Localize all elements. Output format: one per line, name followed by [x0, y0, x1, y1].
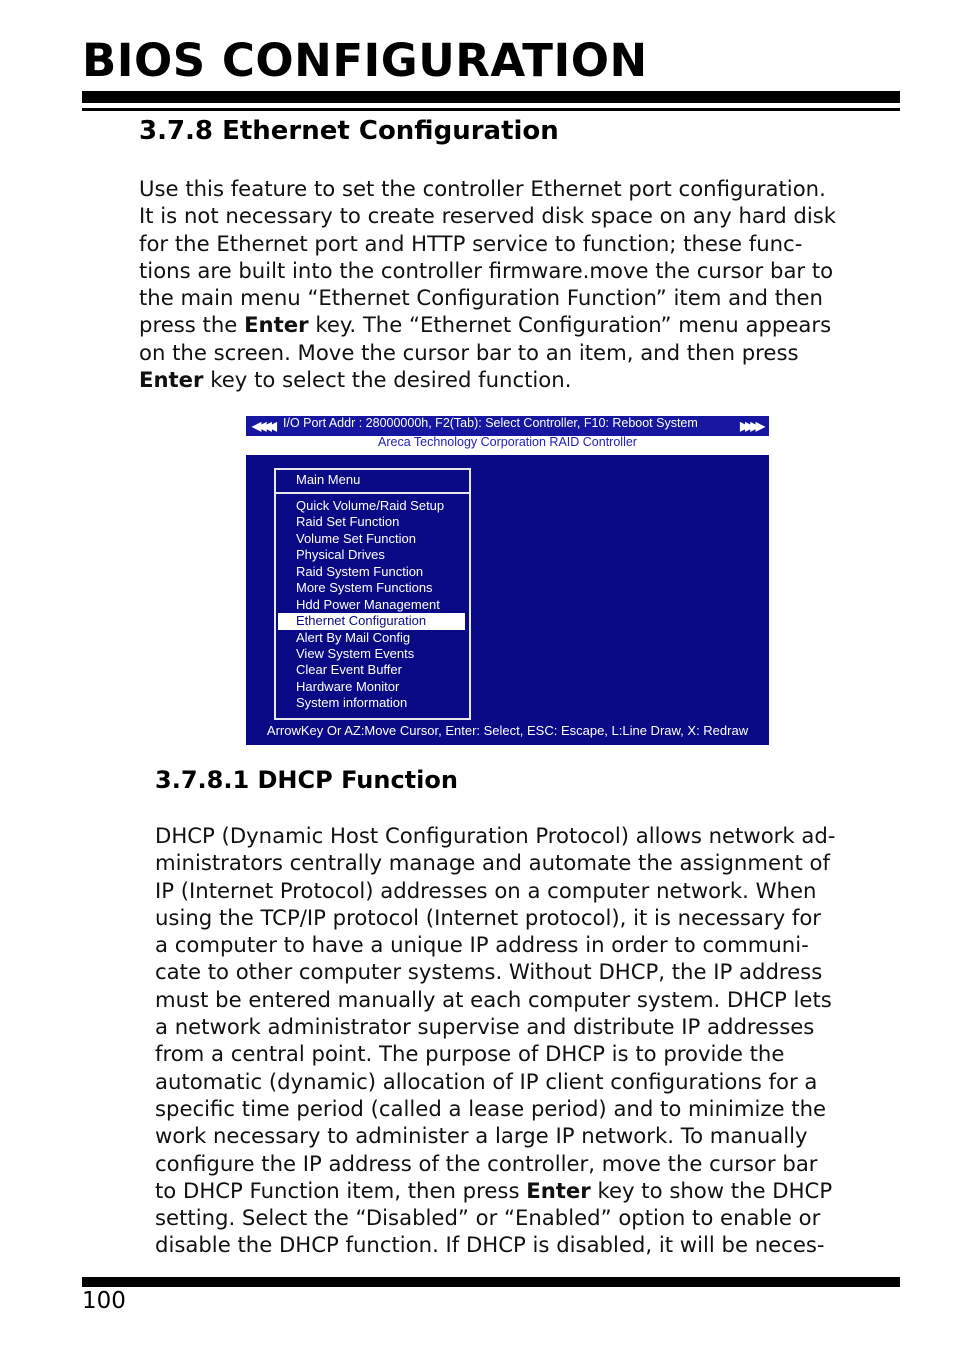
- footer-rule: [82, 1277, 900, 1287]
- menu-item-volume-set-function[interactable]: Volume Set Function: [296, 530, 416, 546]
- menu-item-view-system-events[interactable]: View System Events: [296, 645, 415, 661]
- menu-item-hdd-power-management[interactable]: Hdd Power Management: [296, 596, 440, 612]
- text-run: press the: [139, 312, 245, 338]
- text-line: using the TCP/IP protocol (Internet protocol), it is necessary for: [155, 904, 822, 930]
- text-line: setting. Select the “Disabled” or “Enabled” option to enable or: [155, 1205, 821, 1231]
- menu-item-quick-volume-raid-setup[interactable]: Quick Volume/Raid Setup: [296, 498, 445, 513]
- text-line: the main menu “Ethernet Configuration Function” item and then: [139, 285, 823, 311]
- header-rule-thick: [82, 91, 900, 103]
- text-run: key to show the DHCP: [590, 1177, 833, 1203]
- menu-item-alert-by-mail-config[interactable]: Alert By Mail Config: [296, 629, 411, 645]
- text-line: [155, 1177, 835, 1204]
- menu-item-hardware-monitor[interactable]: Hardware Monitor: [296, 678, 400, 694]
- left-arrows-icon: ◀◀◀◀: [252, 419, 273, 433]
- bios-screenshot: [246, 416, 769, 745]
- section-heading: 3.7.8 Ethernet Configuration: [139, 116, 559, 146]
- right-arrows-icon: ▶▶▶▶: [740, 419, 761, 433]
- key-name: Enter: [526, 1177, 591, 1203]
- text-line: Use this feature to set the controller Ethernet port configuration.: [139, 176, 826, 201]
- text-line: [139, 366, 836, 393]
- text-line: DHCP (Dynamic Host Configuration Protocol) allows network ad-: [155, 823, 836, 848]
- text-run: key. The “Ethernet Configuration” menu appears: [308, 312, 832, 338]
- text-line: tions are built into the controller firmware.move the cursor bar to: [139, 257, 834, 283]
- text-line: work necessary to administer a large IP network. To manually: [155, 1123, 808, 1149]
- text-line: on the screen. Move the cursor bar to an item, and then press: [139, 339, 799, 365]
- menu-item-physical-drives[interactable]: Physical Drives: [296, 547, 385, 563]
- text-line: must be entered manually at each computer system. DHCP lets: [155, 986, 832, 1012]
- text-line: from a central point. The purpose of DHCP is to provide the: [155, 1041, 785, 1067]
- bios-subtitle: Areca Technology Corporation RAID Controller: [378, 435, 637, 449]
- text-line: a network administrator supervise and distribute IP addresses: [155, 1014, 815, 1040]
- intro-paragraph: [139, 175, 836, 393]
- subsection-heading: 3.7.8.1 DHCP Function: [155, 766, 458, 794]
- text-line: automatic (dynamic) allocation of IP client configurations for a: [155, 1068, 818, 1094]
- menu-separator: [276, 492, 469, 494]
- menu-item-system-information[interactable]: System information: [296, 695, 408, 711]
- header-rule-thin: [82, 108, 900, 111]
- page-number: 100: [82, 1288, 126, 1314]
- main-menu-list: [276, 498, 469, 712]
- text-line: It is not necessary to create reserved disk space on any hard disk: [139, 203, 837, 229]
- text-run: key to select the desired function.: [203, 367, 572, 393]
- menu-item-ethernet-configuration[interactable]: Ethernet Configuration: [278, 613, 465, 629]
- text-line: disable the DHCP function. If DHCP is disabled, it will be neces-: [155, 1232, 825, 1258]
- main-menu-title: Main Menu: [296, 472, 361, 487]
- key-name: Enter: [244, 312, 309, 338]
- text-line: for the Ethernet port and HTTP service to function; these func-: [139, 230, 803, 256]
- text-line: configure the IP address of the controller, move the cursor bar: [155, 1150, 818, 1176]
- bios-screen: [246, 455, 769, 745]
- text-line: cate to other computer systems. Without DHCP, the IP address: [155, 959, 823, 985]
- text-line: specific time period (called a lease period) and to minimize the: [155, 1095, 827, 1121]
- bios-topbar: [246, 416, 769, 436]
- bios-bottombar: ArrowKey Or AZ:Move Cursor, Enter: Select, ESC: Escape, L:Line Draw, X: Redraw: [266, 723, 749, 738]
- text-line: a computer to have a unique IP address in order to communi-: [155, 932, 809, 958]
- text-line: ministrators centrally manage and automate the assignment of: [155, 850, 830, 876]
- menu-item-raid-system-function[interactable]: Raid System Function: [296, 563, 424, 579]
- menu-item-raid-set-function[interactable]: Raid Set Function: [296, 514, 400, 530]
- menu-item-more-system-functions[interactable]: More System Functions: [296, 580, 433, 596]
- text-line: [139, 311, 836, 338]
- page-title: BIOS CONFIGURATION: [82, 34, 648, 87]
- bios-topbar-text: I/O Port Addr : 28000000h, F2(Tab): Select Controller, F10: Reboot System: [283, 416, 698, 430]
- text-run: to DHCP Function item, then press: [155, 1177, 527, 1203]
- menu-item-clear-event-buffer[interactable]: Clear Event Buffer: [296, 662, 402, 678]
- key-name: Enter: [139, 367, 204, 393]
- dhcp-paragraph: [155, 822, 835, 1259]
- main-menu-box: [274, 468, 471, 720]
- text-line: IP (Internet Protocol) addresses on a computer network. When: [155, 877, 817, 903]
